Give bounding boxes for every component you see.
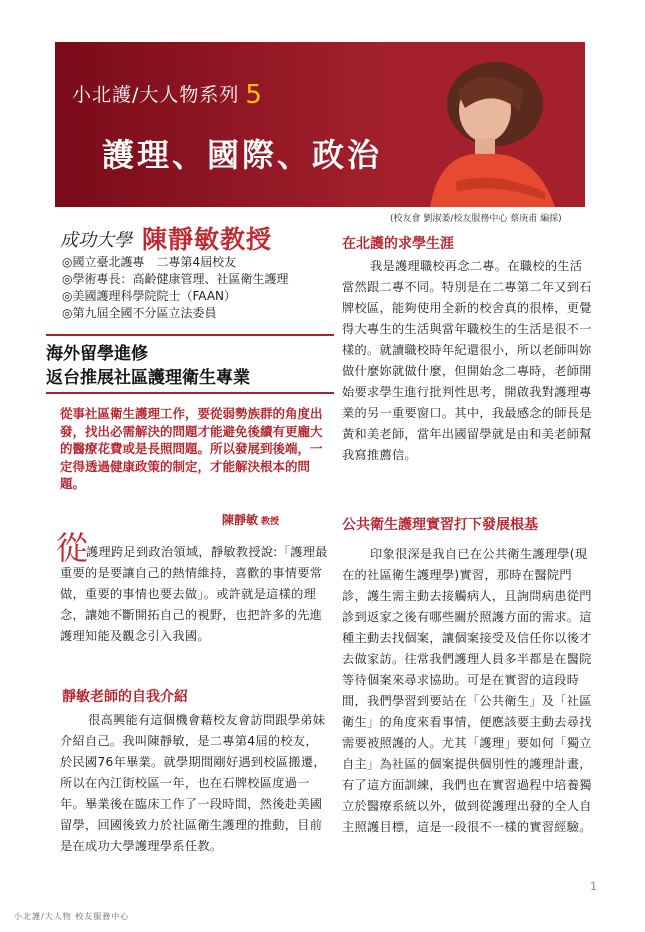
divider-line [46, 334, 334, 336]
footer-text: 小北護/大人物 校友服務中心 [14, 912, 130, 921]
drop-cap: 從 [56, 529, 89, 567]
person-name: 陳靜敏教授 [142, 225, 273, 254]
article-title: 護理、國際、政治 [102, 136, 383, 174]
section-paragraph: 印象很深是我自已在公共衛生護理學(現在的社區衛生護理學)實習，那時在醫院門診，護生需主動去接觸病人，且詢問病患從門診到返家之後有哪些關於照護方面的需求。這種主動去找個案，讓個案接受及信任你以後才去做家訪。往常我們護理人員多半都是在醫院等待個案來尋求協助。可是在實習的這段時間，我們學習到要站在「公共衛生」及「社區衛生」的角度來看事情，便應該要主動去尋找需要被照護的人。尤其「護理」要如何「獨立自主」為社區的個案提供個別性的護理計畫，有了這方面訓練，我們也在實習過程中培養獨立於醫療系統以外，做到從護理出發的全人自主照護目標，這是一段很不一樣的實習經驗。 [342, 547, 592, 834]
header-banner-gradient [55, 42, 385, 207]
credential-item: ◎學術專長：高齡健康管理、社區衛生護理 [62, 272, 289, 286]
section-paragraph: 很高興能有這個機會藉校友會訪問跟學弟妹介紹自己。我叫陳靜敏，是二專第4屆的校友，於民國76年畢業。就學期間剛好遇到校區搬遷，所以在內江街校區一年，也在石牌校區度過一年。畢業後在臨床工作了一段時間，然後赴美國留學，回國後致力於社區衛生護理的推動，目前是在成功大學護理學系任教。 [60, 713, 326, 853]
page-number: 1 [590, 880, 597, 893]
credential-item: ◎第九屆全國不分區立法委員 [62, 306, 217, 320]
university-label: 成功大學 [60, 230, 132, 251]
credit-line: (校友會 劉淑萎/校友服務中心 蔡庚甫 編採) [390, 214, 562, 224]
series-label: 小北護/大人物系列 5 [72, 80, 263, 110]
pull-quote: 從事社區衛生護理工作，要從弱勢族群的角度出發，找出必需解決的問題才能避免後續有更龐大的醫療花費或是長照問題。所以發展到後端，一定得透過健康政策的制定，才能解決根本的問題。 [60, 406, 323, 491]
section-title: 靜敏老師的自我介紹 [62, 689, 188, 705]
headline [46, 342, 250, 390]
section-title: 在北護的求學生涯 [342, 236, 454, 252]
section-paragraph: 我是護理職校再念二專。在職校的生活當然跟二專不同。特別是在二專第二年又到石牌校區，能夠使用全新的校舍真的很棒，更覺得大專生的生活與當年職校生的生活是很不一樣的。就讀職校時年紀還很小，所以老師叫妳做什麼妳就做什麼，但開始念二專時，老師開始要求學生進行批判性思考，開啟我對護理專業的另一重要窗口。其中，我最感念的師長是黃和美老師，當年出國留學就是由和美老師幫我寫推薦信。 [342, 259, 592, 462]
section-title: 公共衛生護理實習打下發展根基 [342, 517, 538, 533]
intro-paragraph: 護理跨足到政治領域，靜敏教授說:「護理最重要的是要讓自己的熱情維持，喜歡的事情要常做，重要的事情也要去做」。或許就是這樣的理念，讓她不斷開拓自己的視野，也把許多的先進護理知能及觀念引入我國。 [60, 545, 328, 643]
credential-item: ◎國立臺北護專 二專第4屆校友 [62, 255, 237, 269]
portrait-photo [395, 42, 585, 207]
headline-line: 海外留學進修 [46, 344, 148, 364]
headline-rule [46, 392, 334, 394]
quote-attribution: 陳靜敏 教授 [222, 513, 280, 527]
credential-item: ◎美國護理科學院院士（FAAN） [62, 289, 237, 303]
headline-line: 返台推展社區護理衛生專業 [46, 368, 250, 388]
series-number: 5 [245, 80, 263, 110]
credentials-list [62, 254, 288, 322]
